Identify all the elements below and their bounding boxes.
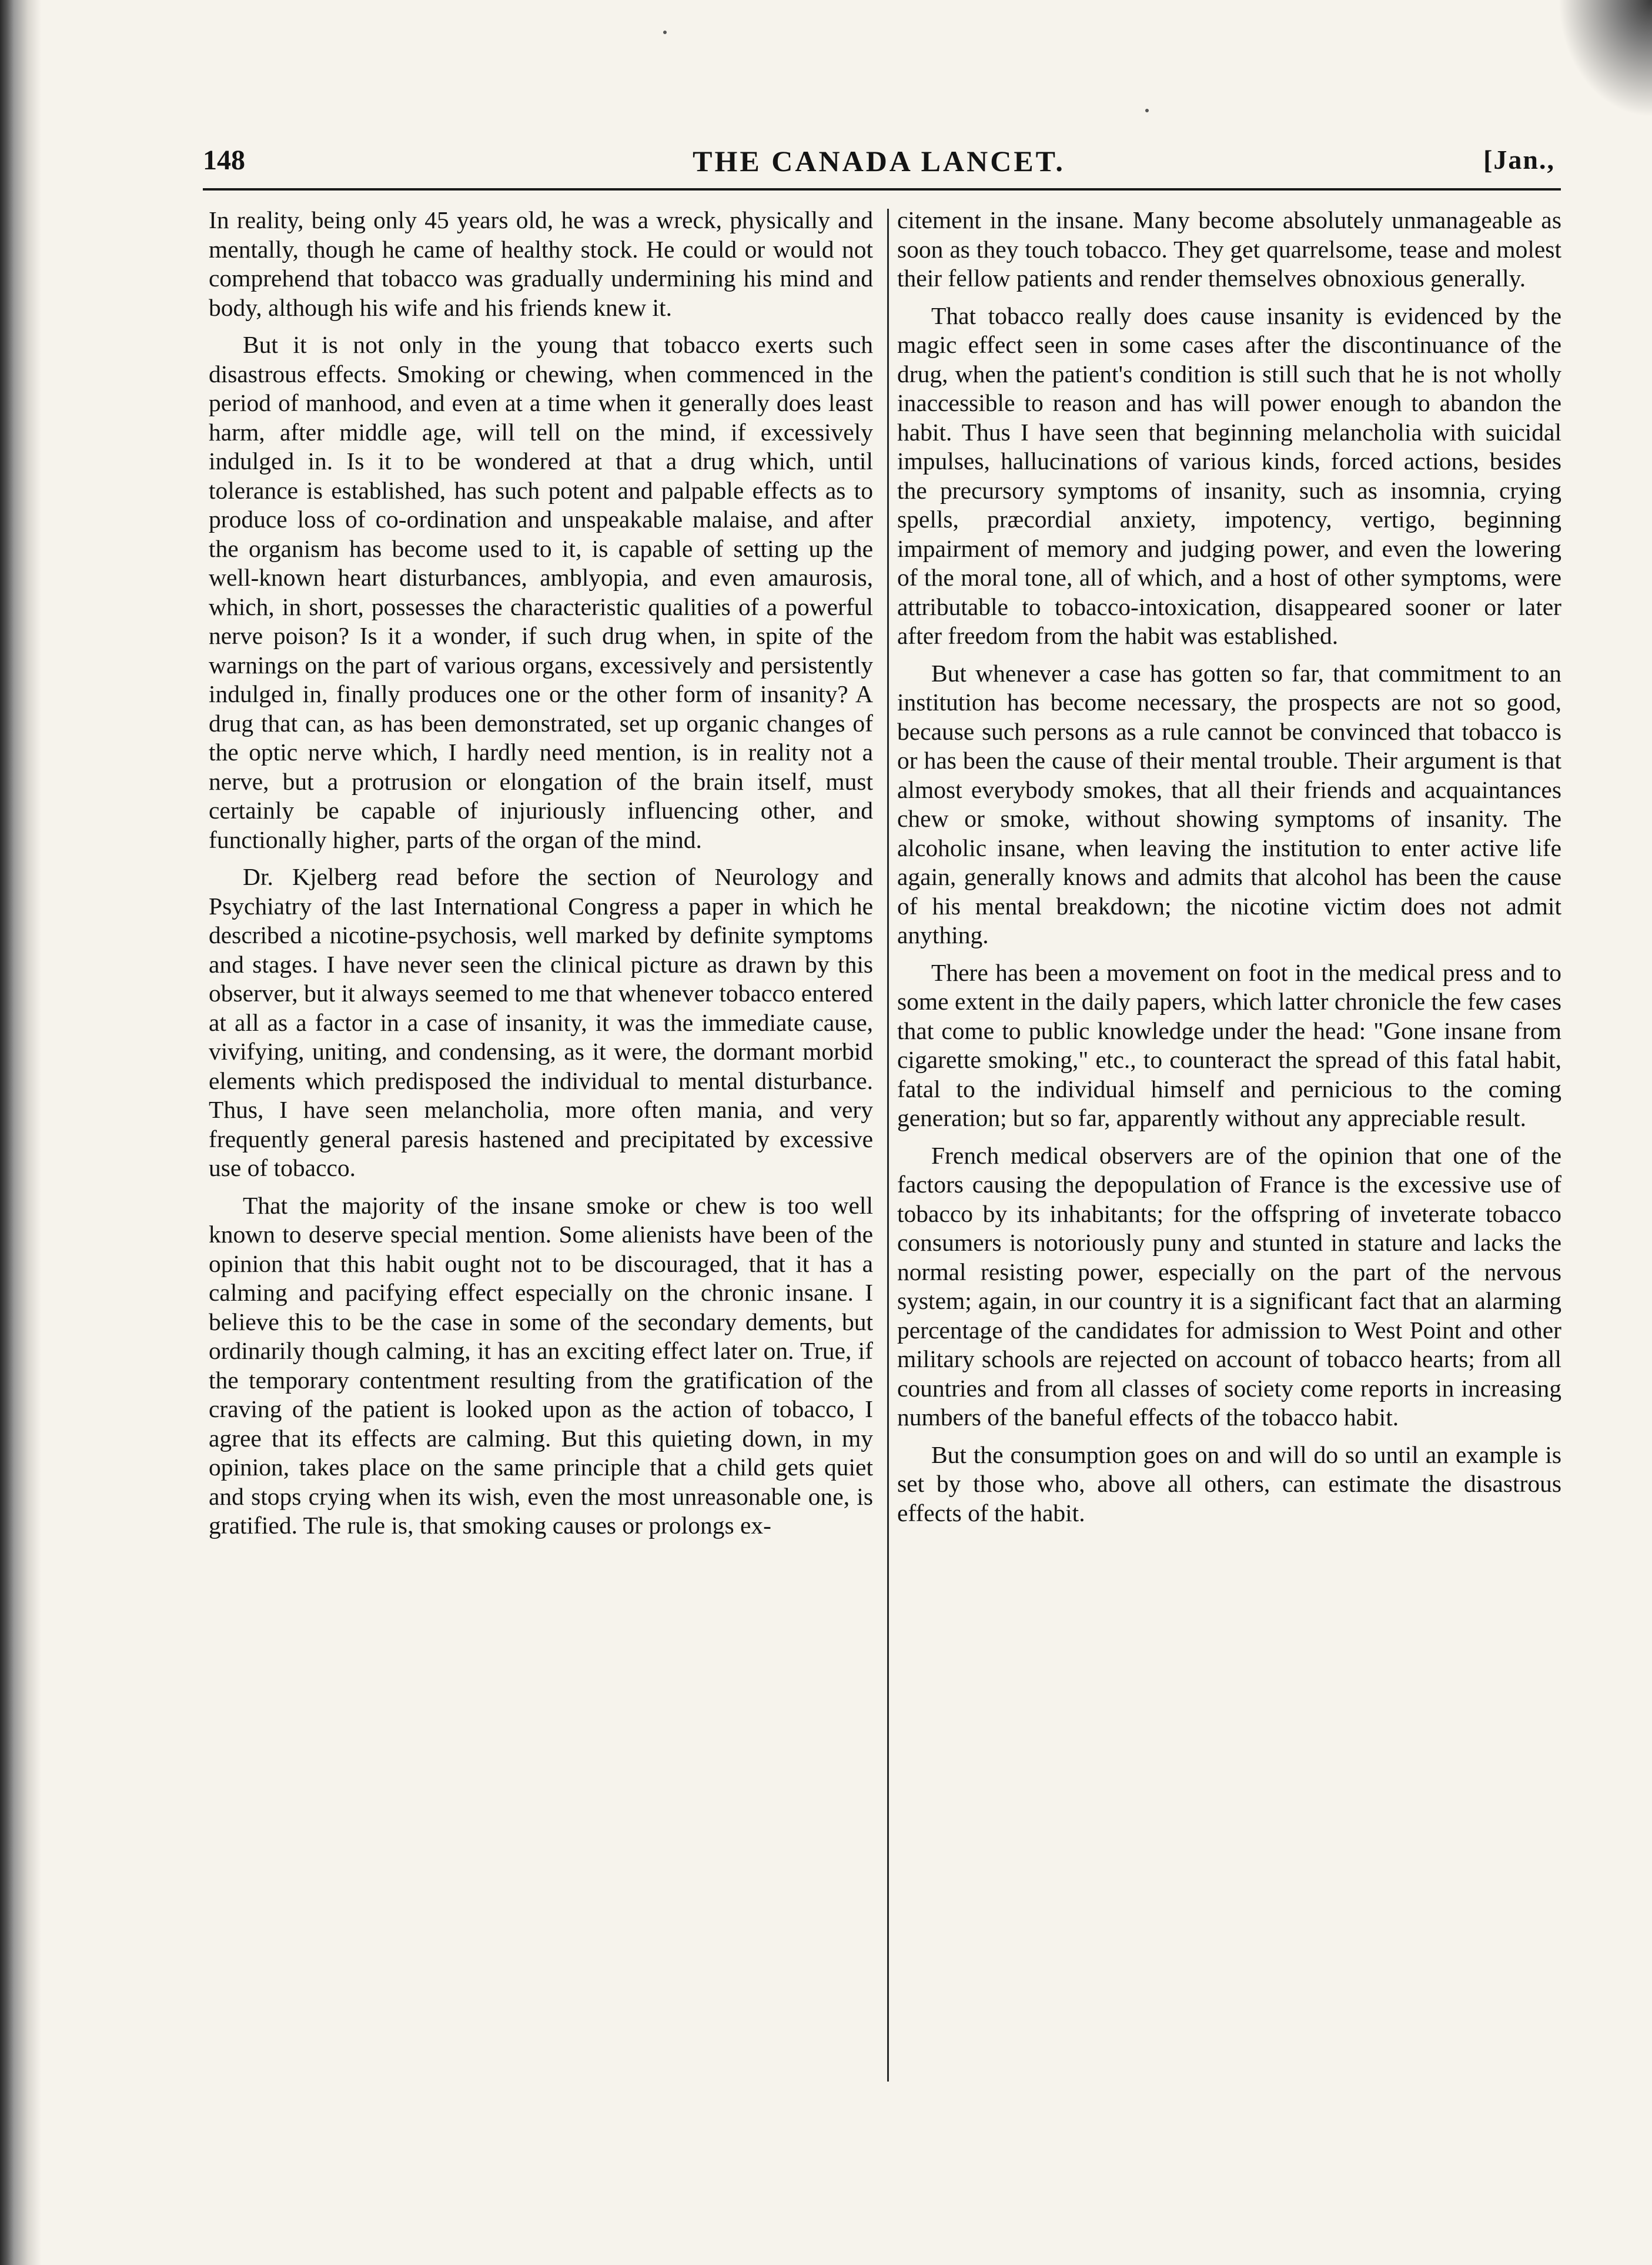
ink-speck bbox=[1145, 109, 1149, 112]
paragraph: But whenever a case has gotten so far, that commitment to an institution has become necessary, the prospects are not so good, because such persons as a rule cannot be convinced that tobacco is or has been the cause of their mental trouble. Their argument is that almost everybody smokes, that all their friends and acquaintances chew or smoke, without showing symptoms of insanity. The alcoholic insane, when leaving the institution to enter active life again, generally knows and admits that alcohol has been the cause of his mental breakdown; the nicotine victim does not admit anything. bbox=[897, 659, 1561, 948]
running-header bbox=[203, 144, 1555, 185]
ink-speck bbox=[663, 31, 667, 34]
paragraph: citement in the insane. Many become absolutely unmanageable as soon as they touch tobacco. They get quarrelsome, tease and molest their fellow patients and render themselves obnoxious generally. bbox=[897, 206, 1561, 292]
journal-title: THE CANADA LANCET. bbox=[693, 145, 1065, 178]
column-divider bbox=[887, 209, 889, 2082]
page-binding-shadow bbox=[0, 0, 41, 2265]
paragraph: That tobacco really does cause insanity is evidenced by the magic effect seen in some cases after the discontinuance of the drug, when the patient's condition is still such that he is not wholly inaccessible to reason and has will power enough to abandon the habit. Thus I have seen that beginning melancholia with suicidal impulses, hallucinations of various kinds, forced actions, besides the precursory symptoms of insanity, such as insomnia, crying spells, præcordial anxiety, impotency, vertigo, beginning impairment of memory and judging power, and even the lowering of the moral tone, all of which, and a host of other symptoms, were attributable to tobacco-intoxication, disappeared sooner or later after freedom from the habit was established. bbox=[897, 302, 1561, 649]
paragraph: French medical observers are of the opinion that one of the factors causing the depopulation of France is the excessive use of tobacco by its inhabitants; for the offspring of inveterate tobacco consumers is notoriously puny and stunted in stature and lacks the normal resisting power, especially on the part of the nervous system; again, in our country it is a significant fact that an alarming percentage of the candidates for admission to West Point and other military schools are rejected on account of tobacco hearts; from all countries and from all classes of society come reports in increasing numbers of the baneful effects of the tobacco habit. bbox=[897, 1141, 1561, 1431]
paragraph: Dr. Kjelberg read before the section of Neurology and Psychiatry of the last International Congress a paper in which he described a nicotine-psychosis, well marked by definite symptoms and stages. I have never seen the clinical picture as drawn by this observer, but it always seemed to me that whenever tobacco entered at all as a factor in a case of insanity, it was the immediate cause, vivifying, uniting, and condensing, as it were, the dormant morbid elements which predisposed the individual to mental disturbance. Thus, I have seen melancholia, more often mania, and very frequently general paresis hastened and precipitated by excessive use of tobacco. bbox=[209, 863, 873, 1181]
page-corner-shadow bbox=[1558, 0, 1652, 118]
running-date: [Jan., bbox=[1483, 145, 1555, 175]
header-rule bbox=[203, 188, 1561, 191]
page-number: 148 bbox=[203, 145, 245, 176]
paragraph: But the consumption goes on and will do so until an example is set by those who, above all others, can estimate the disastrous effects of the habit. bbox=[897, 1441, 1561, 1526]
paragraph: That the majority of the insane smoke or chew is too well known to deserve special mention. Some alienists have been of the opinion that this habit ought not to be discouraged, that it has a calming and pacifying effect especially on the chronic insane. I believe this to be the case in some of the secondary dements, but ordinarily though calming, it has an exciting effect later on. True, if the temporary contentment resulting from the gratification of the craving of the patient is looked upon as the action of tobacco, I agree that its effects are calming. But this quieting down, in my opinion, takes place on the same principle that a child gets quiet and stops crying when its wish, even the most unreasonable one, is gratified. The rule is, that smoking causes or prolongs ex- bbox=[209, 1191, 873, 1539]
paragraph: In reality, being only 45 years old, he was a wreck, physically and mentally, though he came of healthy stock. He could or would not comprehend that tobacco was gradually undermining his mind and body, although his wife and his friends knew it. bbox=[209, 206, 873, 321]
paragraph: There has been a movement on foot in the medical press and to some extent in the daily papers, which latter chronicle the few cases that come to public knowledge under the head: "Gone insane from cigarette smoking," etc., to counteract the spread of this fatal habit, fatal to the individual himself and pernicious to the coming generation; but so far, apparently without any appreciable result. bbox=[897, 958, 1561, 1131]
left-column bbox=[209, 206, 873, 1549]
right-column bbox=[897, 206, 1561, 1536]
paragraph: But it is not only in the young that tobacco exerts such disastrous effects. Smoking or chewing, when commenced in the period of manhood, and even at a time when it generally does least harm, after middle age, will tell on the mind, if excessively indulged in. Is it to be wondered at that a drug which, until tolerance is established, has such potent and palpable effects as to produce loss of co-ordination and unspeakable malaise, and after the organism has become used to it, is capable of setting up the well-known heart disturbances, amblyopia, and even amaurosis, which, in short, possesses the characteristic qualities of a powerful nerve poison? Is it a wonder, if such drug when, in spite of the warnings on the part of various organs, excessively and persistently indulged in, finally produces one or the other form of insanity? A drug that can, as has been demonstrated, set up organic changes of the optic nerve which, I hardly need mention, is in reality not a nerve, but a protrusion or elongation of the brain itself, must certainly be capable of injuriously influencing other, and functionally higher, parts of the organ of the mind. bbox=[209, 331, 873, 853]
